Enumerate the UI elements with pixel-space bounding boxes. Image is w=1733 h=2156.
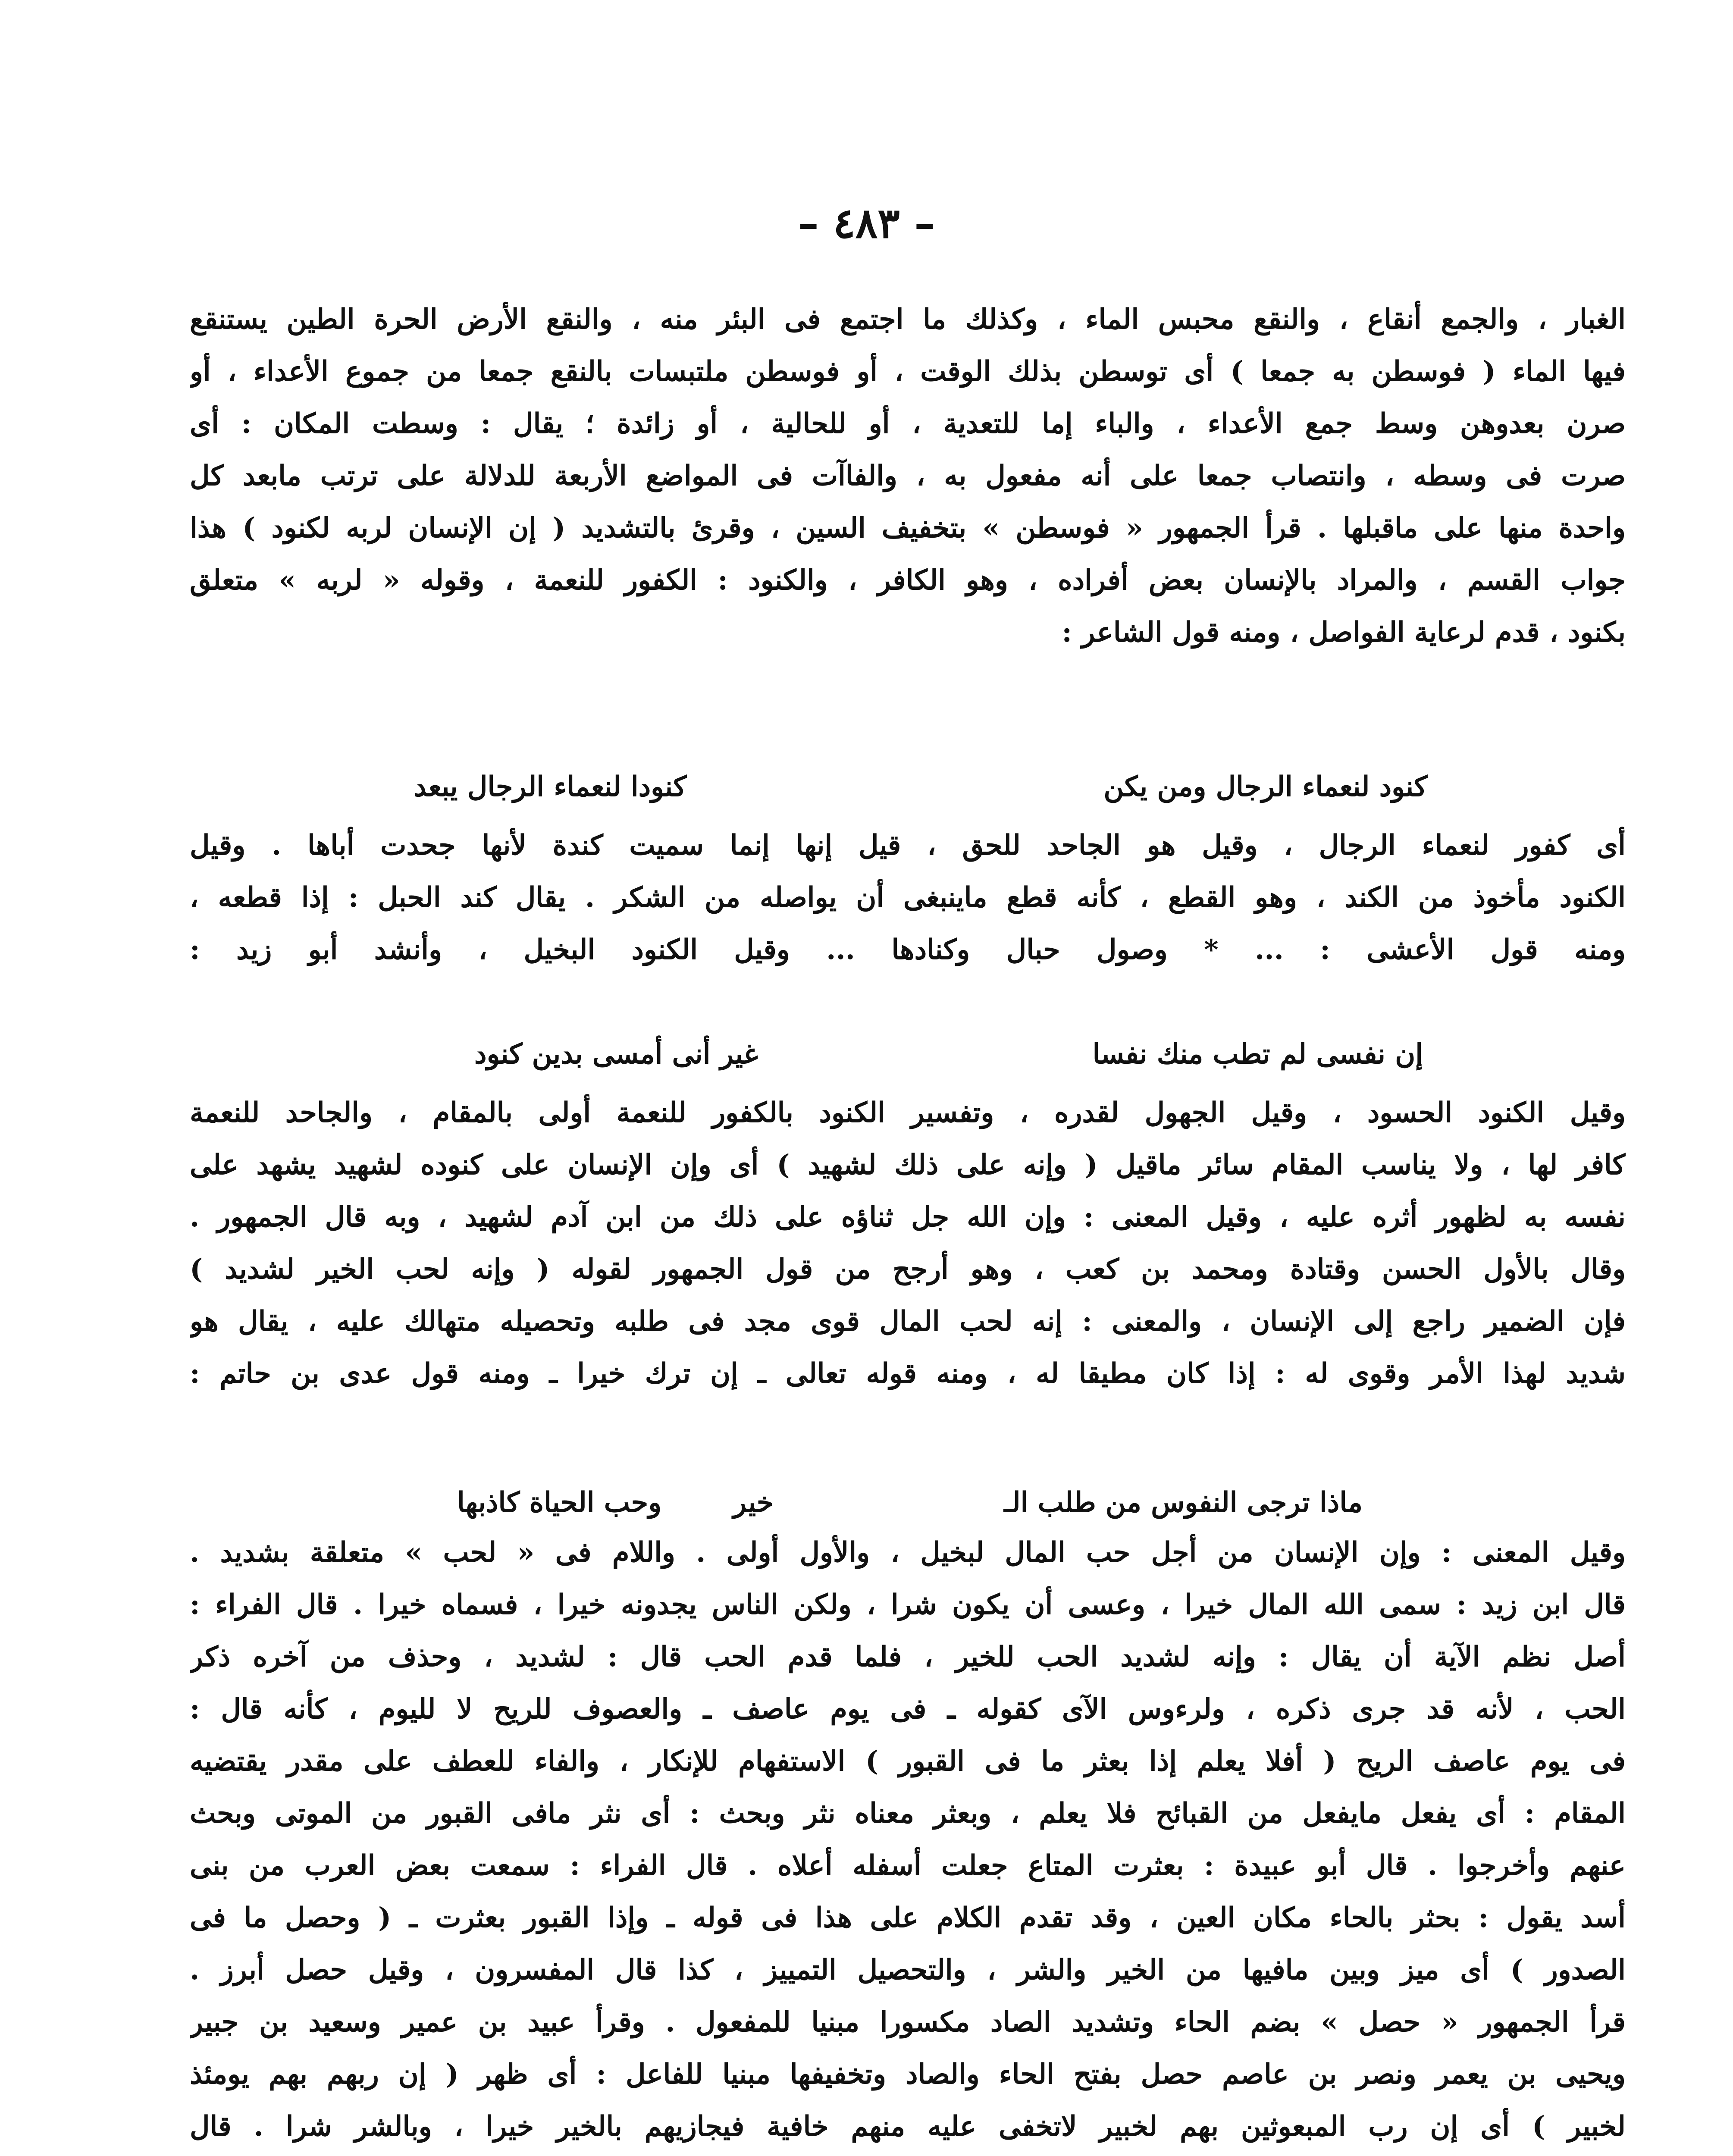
text-line: صرن بعدوهن وسط جمع الأعداء ، والباء إما للتعدية ، أو للحالية ، أو زائدة ؛ يقال : وسطت المكان : أى xyxy=(190,407,1626,440)
text-line: أى كفور لنعماء الرجال ، وقيل هو الجاحد للحق ، قيل إنها إنما سميت كندة لأنها جحدت أباها . وقيل xyxy=(190,829,1626,862)
text-line: كافر لها ، ولا يناسب المقام سائر ماقيل ( وإنه على ذلك لشهيد ) أى وإن الإنسان على كنوده لشهيد يشهد على xyxy=(190,1149,1626,1181)
text-line: ومنه قول الأعشى : ... * وصول حبال وكنادها ... وقيل الكنود البخيل ، وأنشد أبو زيد : xyxy=(190,934,1626,966)
text-line: ويحيى بن يعمر ونصر بن عاصم حصل بفتح الحاء والصاد وتخفيفها مبنيا للفاعل : أى ظهر ( إن ربهم بهم يومئذ xyxy=(190,2058,1626,2090)
text-line: وقال بالأول الحسن وقتادة ومحمد بن كعب ، وهو أرجح من قول الجمهور لقوله ( وإنه لحب الخير لشديد ) xyxy=(190,1253,1626,1285)
verse-second-hemistich: غير أنى أمسى بدين كنود xyxy=(474,1038,758,1070)
text-line: فيها الماء ( فوسطن به جمعا ) أى توسطن بذلك الوقت ، أو فوسطن ملتبسات بالنقع جمعا من جموع الأعداء ، أو xyxy=(190,355,1626,388)
text-line: فإن الضمير راجع إلى الإنسان ، والمعنى : إنه لحب المال قوى مجد فى طلبه وتحصيله متهالك عليه ، يقال هو xyxy=(190,1305,1626,1338)
text-line: نفسه به لظهور أثره عليه ، وقيل المعنى : وإن الله جل ثناؤه على ذلك من ابن آدم لشهيد ، وبه قال الجمهور . xyxy=(190,1201,1626,1233)
verse-first-hemistich: كنود لنعماء الرجال ومن يكن xyxy=(1103,771,1427,803)
text-line: الغبار ، والجمع أنقاع ، والنقع محبس الماء ، وكذلك ما اجتمع فى البئر منه ، والنقع الأرض الحرة الطين يستنقع xyxy=(190,303,1626,335)
text-line: قرأ الجمهور « حصل » بضم الحاء وتشديد الصاد مكسورا مبنيا للمفعول . وقرأ عبيد بن عمير وسعيد بن جبير xyxy=(190,2006,1626,2038)
text-line: واحدة منها على ماقبلها . قرأ الجمهور « فوسطن » بتخفيف السين ، وقرئ بالتشديد ( إن الإنسان لربه لكنود ) هذا xyxy=(190,512,1626,544)
commentary-paragraph-1 xyxy=(190,293,1626,658)
text-line: أسد يقول : بحثر بالحاء مكان العين ، وقد تقدم الكلام على هذا فى قوله ـ وإذا القبور بعثرت ـ ( وحصل ما فى xyxy=(190,1902,1626,1934)
text-line: الكنود مأخوذ من الكند ، وهو القطع ، كأنه قطع ماينبغى أن يواصله من الشكر . يقال كند الحبل : إذا قطعه ، xyxy=(190,881,1626,914)
verse-first-hemistich: ماذا ترجى النفوس من طلب الـ xyxy=(1004,1486,1363,1519)
text-line: الحب ، لأنه قد جرى ذكره ، ولرءوس الآى كقوله ـ فى يوم عاصف ـ والعصوف للريح لا لليوم ، كأنه قال : xyxy=(190,1693,1626,1725)
text-line: أصل نظم الآية أن يقال : وإنه لشديد الحب للخير ، فلما قدم الحب قال : لشديد ، وحذف من آخره ذكر xyxy=(190,1641,1626,1673)
commentary-paragraph-2 xyxy=(190,819,1626,976)
poetry-verse-1 xyxy=(414,759,1427,815)
text-line: جواب القسم ، والمراد بالإنسان بعض أفراده ، وهو الكافر ، والكنود : الكفور للنعمة ، وقوله « لربه » متعلق xyxy=(190,564,1626,596)
commentary-paragraph-4 xyxy=(190,1526,1626,2153)
poetry-verse-3 xyxy=(457,1475,1363,1531)
verse-second-hemistich: كنودا لنعماء الرجال يبعد xyxy=(414,771,686,803)
verse-second-hemistich: وحب الحياة كاذبها xyxy=(457,1486,662,1519)
text-line: المقام : أى يفعل مايفعل من القبائح فلا يعلم ، وبعثر معناه نثر وبحث : أى نثر مافى القبور من الموتى وبحث xyxy=(190,1797,1626,1830)
text-line: فى يوم عاصف الريح ( أفلا يعلم إذا بعثر ما فى القبور ) الاستفهام للإنكار ، والفاء للعطف على مقدر يقتضيه xyxy=(190,1745,1626,1777)
text-line: شديد لهذا الأمر وقوى له : إذا كان مطيقا له ، ومنه قوله تعالى ـ إن ترك خيرا ـ ومنه قول عدى بن حاتم : xyxy=(190,1357,1626,1390)
text-line: الصدور ) أى ميز وبين مافيها من الخير والشر ، والتحصيل التمييز ، كذا قال المفسرون ، وقيل حصل أبرز . xyxy=(190,1954,1626,1986)
text-line: وقيل الكنود الحسود ، وقيل الجهول لقدره ، وتفسير الكنود بالكفور للنعمة أولى بالمقام ، والجاحد للنعمة xyxy=(190,1097,1626,1129)
text-line: بكنود ، قدم لرعاية الفواصل ، ومنه قول الشاعر : xyxy=(1062,616,1626,649)
text-line: صرت فى وسطه ، وانتصاب جمعا على أنه مفعول به ، والفاآت فى المواضع الأربعة للدلالة على ترتب مابعد كل xyxy=(190,460,1626,492)
poetry-verse-2 xyxy=(474,1026,1423,1082)
text-line: عنهم وأخرجوا . قال أبو عبيدة : بعثرت المتاع جعلت أسفله أعلاه . قال الفراء : سمعت بعض العرب من بنى xyxy=(190,1849,1626,1882)
text-line: قال ابن زيد : سمى الله المال خيرا ، وعسى أن يكون شرا ، ولكن الناس يجدونه خيرا ، فسماه خيرا . قال الفراء : xyxy=(190,1589,1626,1621)
page-number: – ٤٨٣ – xyxy=(798,199,935,248)
text-line: لخبير ) أى إن رب المبعوثين بهم لخبير لاتخفى عليه منهم خافية فيجازيهم بالخير خيرا ، وبالشر شرا . قال xyxy=(190,2110,1626,2143)
text-line: وقيل المعنى : وإن الإنسان من أجل حب المال لبخيل ، والأول أولى . واللام فى « لحب » متعلقة بشديد . xyxy=(190,1536,1626,1569)
commentary-paragraph-3 xyxy=(190,1087,1626,1400)
verse-hemistich-continuation: خير xyxy=(733,1486,774,1519)
verse-first-hemistich: إن نفسى لم تطب منك نفسا xyxy=(1092,1038,1423,1070)
